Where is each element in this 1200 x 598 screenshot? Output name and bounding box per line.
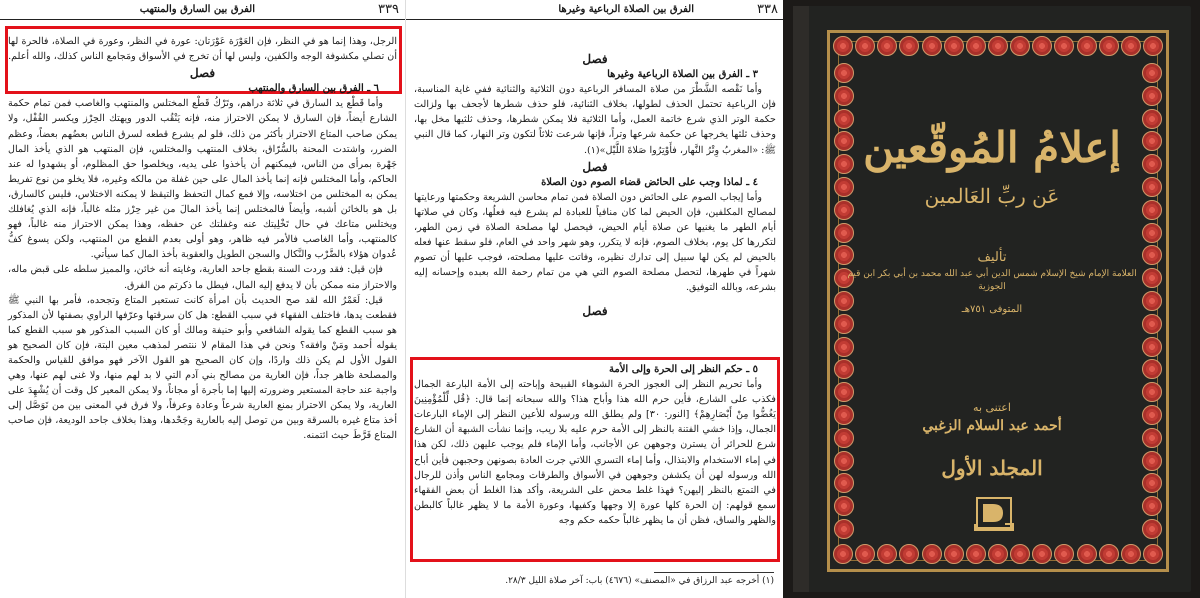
rosette-icon: [834, 337, 854, 357]
editor-name: أحمد عبد السلام الزغبي: [922, 418, 1062, 434]
rosette-icon: [1142, 359, 1162, 379]
gold-frame: [827, 30, 1169, 572]
running-header: [406, 2, 784, 18]
body-paragraph-1: وأما قَطْع يد السارق في ثلاثة دراهم، وتَرْكُ قَطْع المختلس والمنتهب والغاصب فمن تمام حكمة الشارع أيضاً، فإن السارق لا يمكن الاحتراز منه، فإنه يَنْقُب الدور ويهتك الحِرْز ويكسر القُفْل، ولا يمكن صاحب المتاع الاحتراز بأكثر من ذلك، فلو لم يشرع قطعه لسرق الناس بعضُهم بعضاً، وعظم الضرر، واشتدت المحنة بالسُّرّاق، بخلاف المنتهب والمختلس، فإن المنتهب هو الذي يأخذ المال جَهْرة بمرأى من الناس، فيمكنهم أن يأخذوا على يديه، ويخلصوا حق المظلوم، أو يشهدوا له عند الحاكم، وأما المختلس فإنه إنما يأخذ المال على حين غفلة من مالكه وغيره، فلا يخلو من نوع تفريط يمكن به المختلس من اختلاسه، وإلا فمع كمال التحفظ والتيقظ لا يمكنه الاختلاس، فليس كالسارق، بل هو بالخائن أشبه، وأيضاً فالمختلس إنما يأخذ المالَ من غير حِرْز مثله غالباً، فإنه الذي يُغافلك ويختلس متاعك في حال تَخْلِيتك عنه وغفلتك عن حفظه، وهذا يمكن الاحتراز منه غالباً، فهو كالمنتهب، وأما الغاصب فالأمر فيه ظاهر، وهو أولى بعدم القطع من المنتهب، ولكن يسوغ كفُّ عُدوان هؤلاء بالضَّرْب والنَّكال والسجن الطويل والعقوبة بأخذ المال كما سيأتي.: [8, 98, 397, 261]
rosette-icon: [834, 519, 854, 539]
rosette-row-bottom: [833, 544, 1163, 566]
header-rule: [406, 19, 784, 20]
rosette-icon: [1142, 496, 1162, 516]
highlighted-paragraph: الرجل، وهذا إنما هو في النظر، فإن العَوْرَة عَوْرَتان: عورة في النظر، وعورة في الصلاة، فالحرة لها أن تصلي مكشوفة الوجه والكفين، وليس لها أن تخرج في الأسواق ومَجامع الناس كذلك، والله أعلم.: [8, 36, 397, 63]
rosette-icon: [1010, 544, 1030, 564]
rosette-icon: [1143, 36, 1163, 56]
section-heading: ٦ ـ الفرق بين السارق والمنتهب: [248, 83, 379, 95]
rosette-icon: [944, 36, 964, 56]
rosette-icon: [1054, 36, 1074, 56]
publisher-logo-icon: [969, 494, 1019, 534]
author-death-date: المتوفى ٧٥١هـ: [961, 304, 1023, 315]
rosette-icon: [1142, 519, 1162, 539]
body-paragraph-2: وأما إيجاب الصوم على الحائض دون الصلاة فمن تمام محاسن الشريعة وحكمتها ورعايتها لمصالح المكلفين، فإن الحيض لما كان منافياً للعبادة لم يشرع فيه فعلُها، وكان في صلاتها أيام الطهر ما يغنيها عن صلاة أيام الحيض، فيحصل لها مصلحة الصلاة في زمن الطهر، لتكررها كل يوم، بخلاف الصوم، فإنه لا يتكرر، وهو شهر واحد في العام، فلو سقط عنها فعله بالحيض لم يكن لها سبيل إلى تدارك نظيره، وفاتت عليها مصلحته، فوجب عليها أن تصوم شهراً في طهرها، لتحصل مصلحة الصوم التي هي من تمام رحمة الله بعبده وإحسانه إليه بشرعه، وبالله التوفيق.: [414, 191, 776, 294]
rosette-icon: [944, 544, 964, 564]
rosette-icon: [1077, 36, 1097, 56]
rosette-icon: [833, 36, 853, 56]
rosette-icon: [988, 544, 1008, 564]
section-heading-3: ٥ ـ حكم النظر إلى الحرة وإلى الأمة: [609, 364, 758, 375]
rosette-icon: [877, 544, 897, 564]
book-title: إعلامُ المُوقّعين: [863, 123, 1121, 172]
header-rule: [0, 19, 405, 20]
rosette-icon: [966, 36, 986, 56]
book-spine: [793, 6, 809, 592]
rosette-icon: [834, 86, 854, 106]
rosette-icon: [1143, 544, 1163, 564]
rosette-icon: [1077, 544, 1097, 564]
section-fasl-1: فصل: [582, 52, 608, 66]
rosette-icon: [1142, 86, 1162, 106]
section-heading-2: ٤ ـ لماذا وجب على الحائض قضاء الصوم دون الصلاة: [541, 176, 758, 188]
rosette-icon: [1142, 382, 1162, 402]
rosette-icon: [1099, 36, 1119, 56]
rosette-icon: [1142, 63, 1162, 83]
rosette-icon: [834, 314, 854, 334]
volume-label: المجلد الأول: [941, 456, 1043, 480]
rosette-icon: [1010, 36, 1030, 56]
running-head-title: الفرق بين الصلاة الرباعية وغيرها: [558, 4, 694, 15]
book-page-338: [405, 0, 784, 598]
rosette-icon: [1142, 314, 1162, 334]
rosette-icon: [834, 63, 854, 83]
gold-frame-inner: [838, 41, 1158, 561]
rosette-icon: [1099, 544, 1119, 564]
section-heading-1: ٣ ـ الفرق بين الصلاة الرباعية وغيرها: [607, 69, 758, 81]
rosette-icon: [899, 544, 919, 564]
footnote: (١) أخرجه عبد الرزاق في «المصنف» (٤٦٧٦) باب: آخر صلاة الليل ٢٨/٣.: [505, 576, 774, 586]
rosette-icon: [1054, 544, 1074, 564]
book-cover-photo: [783, 0, 1200, 598]
rosette-icon: [834, 223, 854, 243]
book-page-339: [0, 0, 405, 598]
rosette-icon: [1142, 223, 1162, 243]
rosette-icon: [988, 36, 1008, 56]
body-paragraph-3: قيل: لَعَمْرُ الله لقد صح الحديث بأن امرأة كانت تستعير المتاع وتجحده، فأمر بها النبي ﷺ فقطعت يدها، فاختلف الفقهاء في سبب القطع: هل كان سرقتها وعرّفها الراوي بصفتها لأن المذكور هو سبب القطع كما يقوله الشافعي وأبو حنيفة ومالك أو كان السبب المذكور هو سبب القطع كما يقوله أحمد ومَنْ وافقه؟ ونحن في هذا المقام لا ننتصر لمذهب معين البتة، فإن كان الصحيح هو القول الأول لم يكن ذلك واردًا، وإن كان الصحيح هو القول الآخر فهو موافق للقياس والحكمة والمصلحة ظاهر جداً، فإن العارية من مصالح بني آدم التي لا بد لهم منها، ولا غنى لهم عنها، وهي واجبة عند حاجة المستعير وضرورته إليها إما بأجرة أو مجاناً، ولا يمكن المعير كل وقت أن يُشْهِدَ على العارية، ولا يمكن الاحتراز بمنع العارية شرعاً وعادة وعرفاً، ولا فرق في المعنى بين من تَوَصَّل إلى أخذ متاع غيره بالسرقة وبين من توصل إليه بالعارية وجَحْدها، وهذا بخلاف جاحد الوديعة، فإن صاحب المتاع فَرَّطَ حيث ائتمنه.: [8, 294, 397, 442]
rosette-icon: [834, 496, 854, 516]
rosette-icon: [877, 36, 897, 56]
page-number: ٣٣٩: [378, 2, 399, 17]
rosette-icon: [855, 544, 875, 564]
rosette-icon: [899, 36, 919, 56]
page-body: [8, 34, 397, 444]
editor-label: اعتنى به: [973, 401, 1011, 414]
footnote-rule: [654, 572, 774, 573]
rosette-icon: [1032, 544, 1052, 564]
rosette-row-top: [833, 36, 1163, 58]
rosette-icon: [1121, 36, 1141, 56]
rosette-icon: [1121, 544, 1141, 564]
author-name: العلامة الإمام شيخ الإسلام شمس الدين أبي عبد الله محمد بن أبي بكر ابن قيم الجوزية: [847, 269, 1137, 292]
rosette-icon: [922, 36, 942, 56]
running-head-title: الفرق بين السارق والمنتهب: [139, 4, 255, 15]
page-number: ٣٣٨: [757, 2, 778, 17]
rosette-icon: [834, 359, 854, 379]
section-fasl-2: فصل: [582, 159, 608, 174]
authorship-label: تأليف: [977, 250, 1007, 265]
book-cover: [793, 6, 1191, 592]
highlighted-paragraph: وأما تحريم النظر إلى العجوز الحرة الشوهاء القبيحة وإباحته إلى الأمة البارعة الجمال فكذب على الشارع، فأين حرم الله هذا وأباح هذا؟ والله سبحانه إنما قال: ﴿قُل لِّلْمُؤْمِنِينَ يَغُضُّوا مِنْ أَبْصَارِهِمْ﴾ [النور: ٣٠] ولم يطلق الله ورسوله للأعين النظر إلى الإماء البارعات الجمال، وإذا خشي الفتنة بالنظر إلى الأمة حرم عليه بلا ريب، وإنما نشأت الشبهة أن الشارع شرع للحرائر أن يسترن وجوههن عن الأجانب، وأما الإماء فلم يوجب عليهن ذلك، لكن هذا في إماء الاستخدام والابتذال، وأما إماء التسري اللاتي جرت العادة بصونهن وحجبهن فأين أباح الله ورسوله لهن أن يكشفن وجوههن في الأسواق والطرقات ومجامع الناس وأذن للرجال في التمتع بالنظر إليهن؟ فهذا غلط محض على الشريعة، وأكد هذا الغلط أن بعض الفقهاء سمع قولهم: إن الحرة كلها عورة إلا وجهها وكفيها، وعورة الأمة ما لا يظهر غالباً كالبطن والظهر والساق، فظن أن ما يظهر غالباً حكمه حكم وجه: [414, 379, 776, 526]
page-body-lower: [414, 362, 776, 528]
rosette-icon: [1142, 268, 1162, 288]
rosette-icon: [834, 382, 854, 402]
rosette-icon: [855, 36, 875, 56]
book-subtitle: عَن ربِّ العَالمين: [924, 184, 1060, 208]
section-fasl-3: فصل: [582, 303, 608, 318]
rosette-icon: [1142, 337, 1162, 357]
body-paragraph-1: وأما نَقْصه الشَّطْرَ من صلاة المسافر الرباعية دون الثلاثية والثنائية ففي غاية المناسبة، فإن الرباعية تحتمل الحذف لطولها، بخلاف الثنائية، فلو حذف شطرها لأجحف بها ولزالت حكمة الوتر الذي شرع خاتمة العمل، وأما الثلاثية فلا يمكن شطرها، وحذف ثلثيها مخل بها، وحذف ثلثها يخرجها عن حكمة شرعها وتراً، فإنها شرعت ثلاثاً لتكون وتر النهار، كما قال النبي ﷺ: «المغربُ وِتْرُ النَّهار، فأَوْتِرُوا صَلاةَ اللَّيْل»(١).: [414, 84, 776, 156]
rosette-icon: [922, 544, 942, 564]
page-body-upper: [414, 50, 776, 319]
rosette-icon: [833, 544, 853, 564]
rosette-icon: [1032, 36, 1052, 56]
running-header: [0, 2, 405, 18]
section-fasl: فصل: [189, 66, 216, 81]
rosette-icon: [966, 544, 986, 564]
body-paragraph-2: فإن قيل: فقد وردت السنة بقطع جاحد العارية، وغايته أنه خائن، والمميز سلطه على قبض ماله، والاحتراز منه ممكن بأن لا يدفع إليه المال، فيطل ما ذكرتم من الفرق.: [8, 264, 397, 291]
